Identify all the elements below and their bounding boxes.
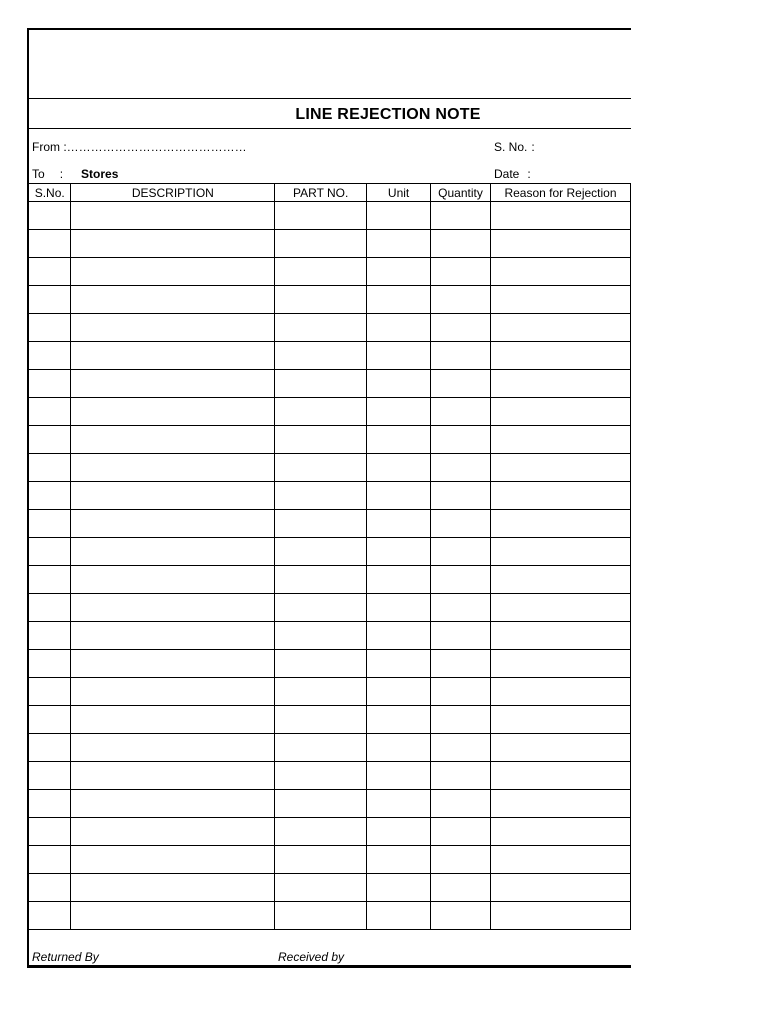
column-header-part-no: PART NO. <box>275 184 367 202</box>
cell-description[interactable] <box>71 650 275 678</box>
serial-number-label: S. No. <box>494 140 528 154</box>
table-row <box>29 482 631 510</box>
title-divider-bottom <box>29 128 631 129</box>
to-colon: : <box>59 167 64 181</box>
cell-description[interactable] <box>71 818 275 846</box>
cell-description[interactable] <box>71 454 275 482</box>
cell-reason[interactable] <box>491 874 631 902</box>
cell-sno[interactable] <box>29 622 71 650</box>
date-field[interactable] <box>494 167 531 181</box>
cell-sno[interactable] <box>29 790 71 818</box>
column-header-unit: Unit <box>367 184 431 202</box>
cell-part-no[interactable] <box>275 426 367 454</box>
cell-part-no[interactable] <box>275 622 367 650</box>
cell-description[interactable] <box>71 846 275 874</box>
cell-sno[interactable] <box>29 566 71 594</box>
cell-quantity[interactable] <box>431 734 491 762</box>
cell-reason[interactable] <box>491 314 631 342</box>
cell-sno[interactable] <box>29 202 71 230</box>
date-colon: : <box>527 167 531 181</box>
cell-description[interactable] <box>71 902 275 930</box>
cell-description[interactable] <box>71 482 275 510</box>
rejection-items-table <box>29 183 631 930</box>
cell-part-no[interactable] <box>275 678 367 706</box>
cell-description[interactable] <box>71 398 275 426</box>
cell-unit[interactable] <box>367 650 431 678</box>
cell-description[interactable] <box>71 678 275 706</box>
cell-part-no[interactable] <box>275 650 367 678</box>
column-header-sno: S.No. <box>29 184 71 202</box>
column-header-reason: Reason for Rejection <box>491 184 631 202</box>
cell-part-no[interactable] <box>275 342 367 370</box>
cell-part-no[interactable] <box>275 846 367 874</box>
cell-quantity[interactable] <box>431 510 491 538</box>
cell-unit[interactable] <box>367 734 431 762</box>
table-row <box>29 454 631 482</box>
cell-quantity[interactable] <box>431 398 491 426</box>
cell-reason[interactable] <box>491 678 631 706</box>
cell-sno[interactable] <box>29 734 71 762</box>
table-row <box>29 230 631 258</box>
cell-unit[interactable] <box>367 566 431 594</box>
cell-description[interactable] <box>71 538 275 566</box>
table-row <box>29 370 631 398</box>
cell-reason[interactable] <box>491 594 631 622</box>
table-row <box>29 342 631 370</box>
cell-reason[interactable] <box>491 734 631 762</box>
cell-quantity[interactable] <box>431 230 491 258</box>
cell-part-no[interactable] <box>275 230 367 258</box>
cell-part-no[interactable] <box>275 370 367 398</box>
cell-reason[interactable] <box>491 706 631 734</box>
cell-reason[interactable] <box>491 790 631 818</box>
cell-reason[interactable] <box>491 482 631 510</box>
serial-number-colon: : <box>531 140 535 154</box>
cell-sno[interactable] <box>29 762 71 790</box>
column-header-description: DESCRIPTION <box>71 184 275 202</box>
cell-sno[interactable] <box>29 902 71 930</box>
returned-by-label: Returned By <box>32 950 99 964</box>
table-row <box>29 622 631 650</box>
cell-description[interactable] <box>71 706 275 734</box>
cell-sno[interactable] <box>29 846 71 874</box>
cell-part-no[interactable] <box>275 286 367 314</box>
cell-unit[interactable] <box>367 454 431 482</box>
cell-description[interactable] <box>71 622 275 650</box>
table-row <box>29 734 631 762</box>
cell-description[interactable] <box>71 510 275 538</box>
to-label: To <box>32 167 45 181</box>
table-row <box>29 762 631 790</box>
cell-quantity[interactable] <box>431 258 491 286</box>
table-body <box>29 202 631 930</box>
table-row <box>29 398 631 426</box>
cell-unit[interactable] <box>367 230 431 258</box>
cell-reason[interactable] <box>491 370 631 398</box>
cell-unit[interactable] <box>367 370 431 398</box>
cell-quantity[interactable] <box>431 538 491 566</box>
cell-part-no[interactable] <box>275 538 367 566</box>
cell-reason[interactable] <box>491 398 631 426</box>
cell-description[interactable] <box>71 342 275 370</box>
cell-reason[interactable] <box>491 342 631 370</box>
cell-quantity[interactable] <box>431 790 491 818</box>
table-row <box>29 678 631 706</box>
cell-sno[interactable] <box>29 454 71 482</box>
cell-sno[interactable] <box>29 286 71 314</box>
cell-unit[interactable] <box>367 790 431 818</box>
cell-reason[interactable] <box>491 762 631 790</box>
cell-quantity[interactable] <box>431 566 491 594</box>
table-row <box>29 510 631 538</box>
date-label: Date <box>494 167 520 181</box>
cell-description[interactable] <box>71 370 275 398</box>
cell-part-no[interactable] <box>275 258 367 286</box>
cell-sno[interactable] <box>29 874 71 902</box>
cell-reason[interactable] <box>491 426 631 454</box>
table-row <box>29 286 631 314</box>
cell-unit[interactable] <box>367 258 431 286</box>
cell-sno[interactable] <box>29 342 71 370</box>
title-divider-top <box>29 98 631 99</box>
cell-reason[interactable] <box>491 454 631 482</box>
table-row <box>29 874 631 902</box>
cell-quantity[interactable] <box>431 370 491 398</box>
cell-part-no[interactable] <box>275 202 367 230</box>
table-row <box>29 202 631 230</box>
table-row <box>29 258 631 286</box>
cell-part-no[interactable] <box>275 482 367 510</box>
cell-description[interactable] <box>71 314 275 342</box>
cell-quantity[interactable] <box>431 902 491 930</box>
from-field[interactable]: From :……………………………………… <box>32 140 247 154</box>
cell-unit[interactable] <box>367 762 431 790</box>
table-row <box>29 790 631 818</box>
cell-part-no[interactable] <box>275 510 367 538</box>
cell-unit[interactable] <box>367 538 431 566</box>
cell-unit[interactable] <box>367 622 431 650</box>
cell-reason[interactable] <box>491 622 631 650</box>
cell-unit[interactable] <box>367 398 431 426</box>
cell-description[interactable] <box>71 258 275 286</box>
cell-unit[interactable] <box>367 818 431 846</box>
table-row <box>29 706 631 734</box>
cell-sno[interactable] <box>29 818 71 846</box>
cell-quantity[interactable] <box>431 202 491 230</box>
cell-quantity[interactable] <box>431 818 491 846</box>
cell-reason[interactable] <box>491 202 631 230</box>
to-field <box>32 167 118 181</box>
cell-part-no[interactable] <box>275 874 367 902</box>
cell-sno[interactable] <box>29 650 71 678</box>
cell-part-no[interactable] <box>275 790 367 818</box>
cell-unit[interactable] <box>367 846 431 874</box>
cell-sno[interactable] <box>29 482 71 510</box>
cell-sno[interactable] <box>29 370 71 398</box>
cell-reason[interactable] <box>491 230 631 258</box>
to-value: Stores <box>81 167 119 181</box>
cell-part-no[interactable] <box>275 398 367 426</box>
cell-description[interactable] <box>71 566 275 594</box>
table-row <box>29 594 631 622</box>
cell-quantity[interactable] <box>431 622 491 650</box>
cell-part-no[interactable] <box>275 594 367 622</box>
cell-reason[interactable] <box>491 650 631 678</box>
cell-sno[interactable] <box>29 706 71 734</box>
cell-description[interactable] <box>71 286 275 314</box>
cell-description[interactable] <box>71 762 275 790</box>
cell-reason[interactable] <box>491 510 631 538</box>
rejection-note-form <box>27 28 631 968</box>
cell-sno[interactable] <box>29 678 71 706</box>
cell-unit[interactable] <box>367 482 431 510</box>
cell-part-no[interactable] <box>275 566 367 594</box>
cell-quantity[interactable] <box>431 594 491 622</box>
cell-reason[interactable] <box>491 902 631 930</box>
cell-quantity[interactable] <box>431 846 491 874</box>
cell-sno[interactable] <box>29 258 71 286</box>
cell-reason[interactable] <box>491 566 631 594</box>
cell-unit[interactable] <box>367 314 431 342</box>
table-row <box>29 314 631 342</box>
cell-sno[interactable] <box>29 538 71 566</box>
cell-part-no[interactable] <box>275 734 367 762</box>
table-row <box>29 846 631 874</box>
cell-part-no[interactable] <box>275 902 367 930</box>
cell-unit[interactable] <box>367 902 431 930</box>
cell-sno[interactable] <box>29 510 71 538</box>
column-header-quantity: Quantity <box>431 184 491 202</box>
cell-description[interactable] <box>71 230 275 258</box>
cell-part-no[interactable] <box>275 818 367 846</box>
received-by-label: Received by <box>278 950 345 964</box>
cell-unit[interactable] <box>367 706 431 734</box>
cell-reason[interactable] <box>491 538 631 566</box>
cell-reason[interactable] <box>491 818 631 846</box>
cell-quantity[interactable] <box>431 314 491 342</box>
table-row <box>29 650 631 678</box>
table-row <box>29 566 631 594</box>
table-row <box>29 538 631 566</box>
table-header-row <box>29 184 631 202</box>
cell-description[interactable] <box>71 790 275 818</box>
cell-unit[interactable] <box>367 594 431 622</box>
cell-quantity[interactable] <box>431 678 491 706</box>
cell-reason[interactable] <box>491 846 631 874</box>
cell-quantity[interactable] <box>431 706 491 734</box>
cell-unit[interactable] <box>367 678 431 706</box>
cell-sno[interactable] <box>29 426 71 454</box>
cell-sno[interactable] <box>29 398 71 426</box>
cell-description[interactable] <box>71 874 275 902</box>
cell-unit[interactable] <box>367 286 431 314</box>
table-row <box>29 902 631 930</box>
cell-quantity[interactable] <box>431 342 491 370</box>
cell-sno[interactable] <box>29 230 71 258</box>
cell-quantity[interactable] <box>431 874 491 902</box>
cell-part-no[interactable] <box>275 314 367 342</box>
cell-reason[interactable] <box>491 286 631 314</box>
cell-sno[interactable] <box>29 314 71 342</box>
cell-part-no[interactable] <box>275 762 367 790</box>
cell-part-no[interactable] <box>275 454 367 482</box>
serial-number-field[interactable] <box>494 140 535 154</box>
cell-reason[interactable] <box>491 258 631 286</box>
cell-unit[interactable] <box>367 874 431 902</box>
table-row <box>29 818 631 846</box>
cell-unit[interactable] <box>367 342 431 370</box>
cell-sno[interactable] <box>29 594 71 622</box>
form-title: LINE REJECTION NOTE <box>295 106 481 123</box>
cell-part-no[interactable] <box>275 706 367 734</box>
cell-quantity[interactable] <box>431 762 491 790</box>
cell-quantity[interactable] <box>431 482 491 510</box>
table-row <box>29 426 631 454</box>
cell-unit[interactable] <box>367 202 431 230</box>
cell-description[interactable] <box>71 734 275 762</box>
cell-unit[interactable] <box>367 510 431 538</box>
cell-description[interactable] <box>71 202 275 230</box>
cell-quantity[interactable] <box>431 286 491 314</box>
cell-quantity[interactable] <box>431 426 491 454</box>
cell-unit[interactable] <box>367 426 431 454</box>
cell-description[interactable] <box>71 594 275 622</box>
cell-quantity[interactable] <box>431 454 491 482</box>
cell-description[interactable] <box>71 426 275 454</box>
cell-quantity[interactable] <box>431 650 491 678</box>
